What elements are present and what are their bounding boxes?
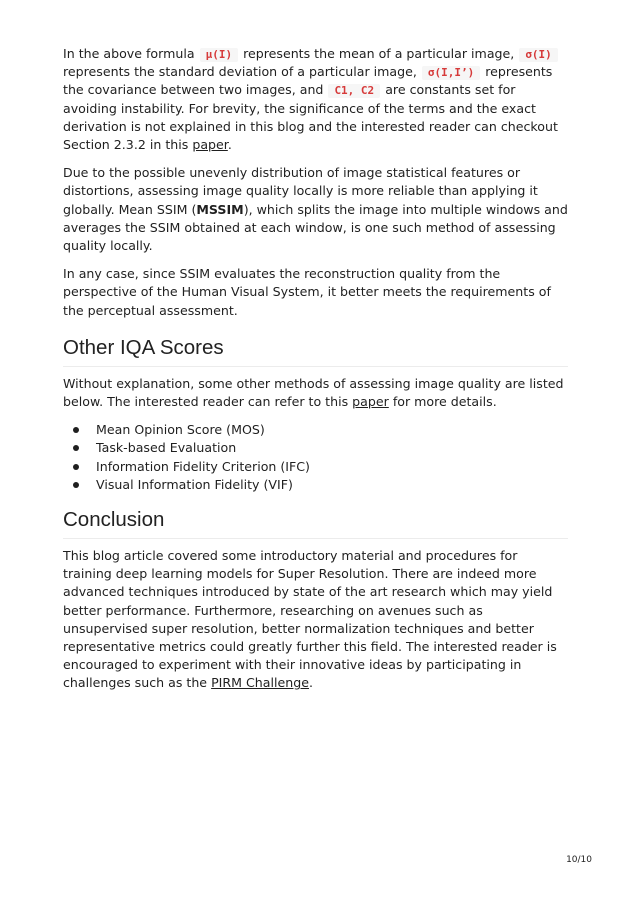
text: In the above formula bbox=[63, 46, 195, 61]
paragraph-conclusion bbox=[63, 547, 568, 693]
code-constants: C1, C2 bbox=[328, 84, 380, 98]
list-item bbox=[63, 439, 568, 457]
text: represents the standard deviation of a particular image, bbox=[63, 64, 417, 80]
paragraph-ssim-hvs: In any case, since SSIM evaluates the reconstruction quality from the perspective of the Human Visual System, it better meets the requirements of the perceptual assessment. bbox=[63, 266, 551, 318]
text: represents the covariance between two images, and bbox=[63, 64, 553, 98]
paragraph-mssim bbox=[63, 164, 568, 255]
bullet-icon bbox=[73, 482, 79, 488]
text: represents the mean of a particular image, bbox=[243, 46, 515, 61]
list-item-text: Mean Opinion Score (MOS) bbox=[96, 422, 265, 438]
paper-link-2[interactable]: paper bbox=[352, 394, 389, 410]
paragraph-formula-explanation bbox=[63, 45, 568, 154]
article-body bbox=[63, 45, 568, 703]
list-item bbox=[63, 458, 568, 476]
text: . bbox=[227, 137, 232, 153]
list-item-text: Visual Information Fidelity (VIF) bbox=[96, 476, 293, 492]
list-item-text: Information Fidelity Criterion (IFC) bbox=[96, 458, 310, 474]
code-std: σ(I) bbox=[519, 48, 558, 62]
code-covariance: σ(I,I’) bbox=[422, 66, 480, 80]
text: Without explanation, some other methods of assessing image quality are listed below. The interested reader can refer to this bbox=[63, 375, 564, 410]
paragraph-other-iqa bbox=[63, 375, 568, 411]
page-number: 10/10 bbox=[566, 855, 592, 865]
paper-link[interactable]: paper bbox=[192, 137, 228, 153]
bullet-icon bbox=[73, 445, 79, 451]
bullet-icon bbox=[73, 427, 79, 433]
text: ), which splits the image into multiple windows and averages the SSIM obtained at each window, is one such method of assessing quality locally. bbox=[63, 201, 568, 254]
iqa-list bbox=[63, 421, 568, 494]
text: are constants set for avoiding instability. For brevity, the significance of the terms and the exact derivation is not explained in this blog and the interested reader can checkout Section 2.3.2 in this bbox=[63, 82, 558, 153]
list-item bbox=[63, 476, 568, 494]
bullet-icon bbox=[73, 464, 79, 470]
pirm-challenge-link[interactable]: PIRM Challenge bbox=[211, 675, 309, 691]
text: . bbox=[308, 675, 313, 691]
list-item-text: Task-based Evaluation bbox=[96, 440, 237, 456]
text: for more details. bbox=[392, 394, 497, 410]
mssim-bold: MSSIM bbox=[196, 201, 244, 217]
text: Due to the possible unevenly distribution of image statistical features or distortions, assessing image quality locally is more reliable than applying it globally. Mean SSIM ( bbox=[63, 165, 538, 217]
heading-other-iqa: Other IQA Scores bbox=[63, 336, 568, 367]
code-mean: μ(I) bbox=[200, 48, 239, 62]
heading-conclusion: Conclusion bbox=[63, 508, 568, 539]
list-item bbox=[63, 421, 568, 439]
text: This blog article covered some introductory material and procedures for training deep learning models for Super Resolution. There are indeed more advanced techniques introduced by state of the art research which may yield better performance. Furthermore, researching on avenues such as unsupervised super resolution, better normalization techniques and better representative metrics could greatly further this field. The interested reader is encouraged to experiment with their innovative ideas by participating in challenges such as the bbox=[63, 548, 557, 691]
